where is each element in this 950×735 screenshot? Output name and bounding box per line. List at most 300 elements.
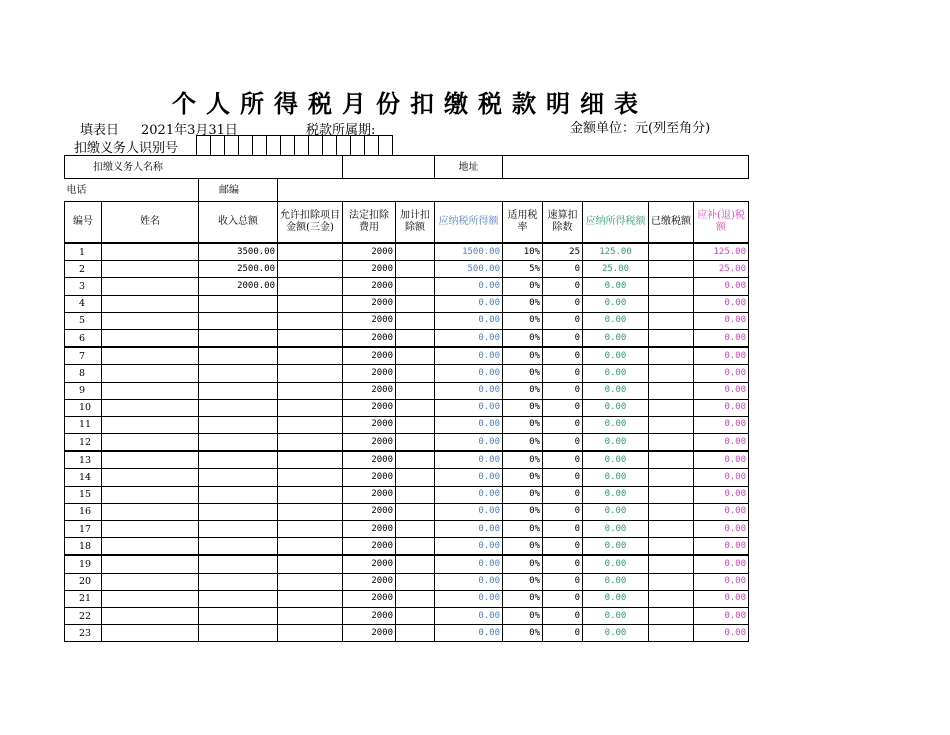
cell-quick[interactable]: 0 bbox=[543, 295, 583, 312]
cell-taxable[interactable]: 0.00 bbox=[435, 503, 503, 520]
cell-quick[interactable]: 0 bbox=[543, 365, 583, 382]
cell-rate[interactable]: 0% bbox=[503, 521, 543, 538]
table-row bbox=[65, 573, 749, 590]
cell-paid[interactable] bbox=[649, 625, 694, 642]
cell-deduct[interactable] bbox=[278, 261, 343, 278]
cell-deduct[interactable] bbox=[278, 243, 343, 261]
cell-rate[interactable]: 0% bbox=[503, 590, 543, 607]
cell-paid[interactable] bbox=[649, 278, 694, 295]
cell-refund[interactable]: 0.00 bbox=[694, 365, 749, 382]
cell-deduct[interactable] bbox=[278, 607, 343, 624]
cell-extra[interactable] bbox=[396, 451, 435, 469]
cell-no[interactable]: 15 bbox=[65, 486, 102, 503]
cell-fee[interactable]: 2000 bbox=[343, 538, 396, 556]
cell-extra[interactable] bbox=[396, 555, 435, 573]
cell-refund[interactable]: 0.00 bbox=[694, 486, 749, 503]
cell-extra[interactable] bbox=[396, 312, 435, 329]
cell-taxable[interactable]: 0.00 bbox=[435, 521, 503, 538]
cell-paid[interactable] bbox=[649, 521, 694, 538]
cell-deduct[interactable] bbox=[278, 434, 343, 452]
cell-rate[interactable]: 0% bbox=[503, 469, 543, 486]
cell-name[interactable] bbox=[102, 573, 199, 590]
cell-income[interactable] bbox=[199, 312, 278, 329]
cell-deduct[interactable] bbox=[278, 486, 343, 503]
cell-paid[interactable] bbox=[649, 347, 694, 365]
cell-name[interactable] bbox=[102, 434, 199, 452]
cell-rate[interactable]: 0% bbox=[503, 434, 543, 452]
cell-extra[interactable] bbox=[396, 278, 435, 295]
cell-rate[interactable]: 0% bbox=[503, 555, 543, 573]
cell-fee[interactable]: 2000 bbox=[343, 312, 396, 329]
cell-due[interactable]: 0.00 bbox=[583, 503, 649, 520]
cell-name[interactable] bbox=[102, 329, 199, 347]
cell-taxable[interactable]: 0.00 bbox=[435, 625, 503, 642]
cell-no[interactable]: 21 bbox=[65, 590, 102, 607]
cell-quick[interactable]: 0 bbox=[543, 555, 583, 573]
cell-refund[interactable]: 0.00 bbox=[694, 625, 749, 642]
cell-income[interactable]: 2000.00 bbox=[199, 278, 278, 295]
cell-name[interactable] bbox=[102, 625, 199, 642]
cell-fee[interactable]: 2000 bbox=[343, 607, 396, 624]
cell-quick[interactable]: 0 bbox=[543, 590, 583, 607]
cell-no[interactable]: 10 bbox=[65, 399, 102, 416]
cell-refund[interactable]: 0.00 bbox=[694, 503, 749, 520]
cell-deduct[interactable] bbox=[278, 329, 343, 347]
cell-taxable[interactable]: 0.00 bbox=[435, 469, 503, 486]
column-header: 加计扣除额 bbox=[396, 202, 435, 244]
cell-income[interactable] bbox=[199, 329, 278, 347]
cell-taxable[interactable]: 500.00 bbox=[435, 261, 503, 278]
cell-quick[interactable]: 0 bbox=[543, 538, 583, 556]
cell-refund[interactable]: 125.00 bbox=[694, 243, 749, 261]
cell-quick[interactable]: 0 bbox=[543, 416, 583, 433]
cell-due[interactable]: 0.00 bbox=[583, 347, 649, 365]
cell-extra[interactable] bbox=[396, 538, 435, 556]
table-row bbox=[65, 312, 749, 329]
cell-due[interactable]: 0.00 bbox=[583, 590, 649, 607]
cell-extra[interactable] bbox=[396, 521, 435, 538]
cell-extra[interactable] bbox=[396, 625, 435, 642]
cell-refund[interactable]: 0.00 bbox=[694, 573, 749, 590]
cell-extra[interactable] bbox=[396, 607, 435, 624]
cell-no[interactable]: 19 bbox=[65, 555, 102, 573]
cell-quick[interactable]: 0 bbox=[543, 521, 583, 538]
cell-taxable[interactable]: 0.00 bbox=[435, 555, 503, 573]
cell-extra[interactable] bbox=[396, 365, 435, 382]
address-value[interactable] bbox=[503, 156, 749, 179]
cell-income[interactable] bbox=[199, 434, 278, 452]
cell-name[interactable] bbox=[102, 503, 199, 520]
cell-no[interactable]: 11 bbox=[65, 416, 102, 433]
cell-name[interactable] bbox=[102, 607, 199, 624]
cell-refund[interactable]: 0.00 bbox=[694, 538, 749, 556]
cell-taxable[interactable]: 0.00 bbox=[435, 295, 503, 312]
cell-refund[interactable]: 0.00 bbox=[694, 607, 749, 624]
cell-income[interactable] bbox=[199, 365, 278, 382]
postcode-value[interactable] bbox=[278, 179, 749, 202]
cell-income[interactable] bbox=[199, 469, 278, 486]
cell-taxable[interactable]: 0.00 bbox=[435, 278, 503, 295]
cell-rate[interactable]: 0% bbox=[503, 573, 543, 590]
cell-taxable[interactable]: 0.00 bbox=[435, 590, 503, 607]
cell-income[interactable] bbox=[199, 416, 278, 433]
cell-name[interactable] bbox=[102, 347, 199, 365]
cell-taxable[interactable]: 0.00 bbox=[435, 607, 503, 624]
column-header: 已缴税额 bbox=[649, 202, 694, 244]
cell-income[interactable] bbox=[199, 573, 278, 590]
withholder-id-boxes[interactable] bbox=[196, 135, 393, 156]
cell-name[interactable] bbox=[102, 538, 199, 556]
cell-income[interactable] bbox=[199, 590, 278, 607]
cell-rate[interactable]: 0% bbox=[503, 625, 543, 642]
cell-rate[interactable]: 0% bbox=[503, 399, 543, 416]
cell-paid[interactable] bbox=[649, 416, 694, 433]
cell-quick[interactable]: 0 bbox=[543, 261, 583, 278]
cell-taxable[interactable]: 0.00 bbox=[435, 451, 503, 469]
cell-name[interactable] bbox=[102, 295, 199, 312]
cell-income[interactable] bbox=[199, 521, 278, 538]
cell-name[interactable] bbox=[102, 382, 199, 399]
cell-rate[interactable]: 0% bbox=[503, 382, 543, 399]
cell-quick[interactable]: 0 bbox=[543, 434, 583, 452]
cell-name[interactable] bbox=[102, 243, 199, 261]
cell-fee[interactable]: 2000 bbox=[343, 555, 396, 573]
column-header: 编号 bbox=[65, 202, 102, 244]
cell-due[interactable]: 25.00 bbox=[583, 261, 649, 278]
cell-due[interactable]: 0.00 bbox=[583, 295, 649, 312]
cell-deduct[interactable] bbox=[278, 469, 343, 486]
cell-fee[interactable]: 2000 bbox=[343, 347, 396, 365]
fill-date-label: 填表日 bbox=[80, 123, 120, 138]
cell-fee[interactable]: 2000 bbox=[343, 486, 396, 503]
cell-income[interactable] bbox=[199, 382, 278, 399]
cell-deduct[interactable] bbox=[278, 555, 343, 573]
cell-no[interactable]: 17 bbox=[65, 521, 102, 538]
cell-taxable[interactable]: 0.00 bbox=[435, 486, 503, 503]
cell-refund[interactable]: 0.00 bbox=[694, 329, 749, 347]
cell-refund[interactable]: 0.00 bbox=[694, 399, 749, 416]
cell-extra[interactable] bbox=[396, 399, 435, 416]
cell-quick[interactable]: 0 bbox=[543, 329, 583, 347]
cell-rate[interactable]: 0% bbox=[503, 295, 543, 312]
cell-refund[interactable]: 0.00 bbox=[694, 451, 749, 469]
cell-rate[interactable]: 0% bbox=[503, 365, 543, 382]
cell-name[interactable] bbox=[102, 521, 199, 538]
cell-income[interactable] bbox=[199, 538, 278, 556]
cell-deduct[interactable] bbox=[278, 399, 343, 416]
cell-extra[interactable] bbox=[396, 573, 435, 590]
cell-no[interactable]: 22 bbox=[65, 607, 102, 624]
table-row bbox=[65, 503, 749, 520]
table-row bbox=[65, 486, 749, 503]
cell-quick[interactable]: 0 bbox=[543, 382, 583, 399]
cell-rate[interactable]: 0% bbox=[503, 538, 543, 556]
cell-taxable[interactable]: 0.00 bbox=[435, 347, 503, 365]
cell-refund[interactable]: 0.00 bbox=[694, 278, 749, 295]
cell-paid[interactable] bbox=[649, 451, 694, 469]
cell-extra[interactable] bbox=[396, 590, 435, 607]
cell-extra[interactable] bbox=[396, 434, 435, 452]
cell-income[interactable]: 3500.00 bbox=[199, 243, 278, 261]
cell-quick[interactable]: 0 bbox=[543, 347, 583, 365]
table-row bbox=[65, 521, 749, 538]
cell-quick[interactable]: 0 bbox=[543, 469, 583, 486]
cell-due[interactable]: 0.00 bbox=[583, 312, 649, 329]
cell-no[interactable]: 5 bbox=[65, 312, 102, 329]
cell-rate[interactable]: 0% bbox=[503, 451, 543, 469]
cell-rate[interactable]: 0% bbox=[503, 416, 543, 433]
cell-paid[interactable] bbox=[649, 312, 694, 329]
cell-fee[interactable]: 2000 bbox=[343, 382, 396, 399]
cell-name[interactable] bbox=[102, 555, 199, 573]
cell-taxable[interactable]: 0.00 bbox=[435, 416, 503, 433]
cell-no[interactable]: 9 bbox=[65, 382, 102, 399]
cell-extra[interactable] bbox=[396, 347, 435, 365]
cell-extra[interactable] bbox=[396, 329, 435, 347]
cell-rate[interactable]: 0% bbox=[503, 329, 543, 347]
cell-quick[interactable]: 0 bbox=[543, 503, 583, 520]
cell-due[interactable]: 0.00 bbox=[583, 399, 649, 416]
cell-paid[interactable] bbox=[649, 365, 694, 382]
cell-deduct[interactable] bbox=[278, 278, 343, 295]
cell-fee[interactable]: 2000 bbox=[343, 434, 396, 452]
cell-taxable[interactable]: 0.00 bbox=[435, 434, 503, 452]
cell-extra[interactable] bbox=[396, 503, 435, 520]
cell-income[interactable] bbox=[199, 347, 278, 365]
cell-extra[interactable] bbox=[396, 295, 435, 312]
cell-no[interactable]: 16 bbox=[65, 503, 102, 520]
cell-income[interactable] bbox=[199, 451, 278, 469]
cell-paid[interactable] bbox=[649, 243, 694, 261]
cell-refund[interactable]: 0.00 bbox=[694, 434, 749, 452]
cell-no[interactable]: 12 bbox=[65, 434, 102, 452]
cell-income[interactable] bbox=[199, 555, 278, 573]
cell-deduct[interactable] bbox=[278, 625, 343, 642]
cell-fee[interactable]: 2000 bbox=[343, 329, 396, 347]
cell-due[interactable]: 0.00 bbox=[583, 278, 649, 295]
cell-extra[interactable] bbox=[396, 486, 435, 503]
cell-no[interactable]: 3 bbox=[65, 278, 102, 295]
table-row bbox=[65, 538, 749, 556]
cell-no[interactable]: 2 bbox=[65, 261, 102, 278]
cell-rate[interactable]: 0% bbox=[503, 503, 543, 520]
cell-due[interactable]: 0.00 bbox=[583, 607, 649, 624]
cell-paid[interactable] bbox=[649, 329, 694, 347]
cell-refund[interactable]: 0.00 bbox=[694, 382, 749, 399]
cell-fee[interactable]: 2000 bbox=[343, 451, 396, 469]
cell-paid[interactable] bbox=[649, 382, 694, 399]
cell-no[interactable]: 4 bbox=[65, 295, 102, 312]
cell-due[interactable]: 0.00 bbox=[583, 555, 649, 573]
cell-due[interactable]: 0.00 bbox=[583, 538, 649, 556]
cell-quick[interactable]: 0 bbox=[543, 312, 583, 329]
cell-refund[interactable]: 0.00 bbox=[694, 347, 749, 365]
cell-quick[interactable]: 0 bbox=[543, 399, 583, 416]
cell-paid[interactable] bbox=[649, 295, 694, 312]
cell-name[interactable] bbox=[102, 261, 199, 278]
cell-quick[interactable]: 0 bbox=[543, 625, 583, 642]
cell-fee[interactable]: 2000 bbox=[343, 521, 396, 538]
cell-extra[interactable] bbox=[396, 469, 435, 486]
cell-rate[interactable]: 5% bbox=[503, 261, 543, 278]
cell-rate[interactable]: 0% bbox=[503, 607, 543, 624]
cell-quick[interactable]: 25 bbox=[543, 243, 583, 261]
cell-due[interactable]: 0.00 bbox=[583, 573, 649, 590]
cell-fee[interactable]: 2000 bbox=[343, 573, 396, 590]
cell-name[interactable] bbox=[102, 365, 199, 382]
cell-quick[interactable]: 0 bbox=[543, 607, 583, 624]
cell-name[interactable] bbox=[102, 469, 199, 486]
cell-name[interactable] bbox=[102, 278, 199, 295]
cell-due[interactable]: 0.00 bbox=[583, 625, 649, 642]
cell-rate[interactable]: 0% bbox=[503, 486, 543, 503]
cell-no[interactable]: 7 bbox=[65, 347, 102, 365]
phone-label: 电话 bbox=[65, 179, 199, 202]
cell-no[interactable]: 8 bbox=[65, 365, 102, 382]
cell-taxable[interactable]: 0.00 bbox=[435, 399, 503, 416]
cell-deduct[interactable] bbox=[278, 382, 343, 399]
cell-paid[interactable] bbox=[649, 590, 694, 607]
cell-due[interactable]: 0.00 bbox=[583, 365, 649, 382]
withholder-name-value[interactable] bbox=[343, 156, 435, 179]
tax-detail-table bbox=[64, 155, 749, 642]
cell-due[interactable]: 0.00 bbox=[583, 521, 649, 538]
cell-refund[interactable]: 0.00 bbox=[694, 312, 749, 329]
cell-taxable[interactable]: 0.00 bbox=[435, 573, 503, 590]
cell-extra[interactable] bbox=[396, 261, 435, 278]
cell-fee[interactable]: 2000 bbox=[343, 469, 396, 486]
cell-name[interactable] bbox=[102, 590, 199, 607]
cell-no[interactable]: 23 bbox=[65, 625, 102, 642]
cell-no[interactable]: 14 bbox=[65, 469, 102, 486]
cell-income[interactable] bbox=[199, 503, 278, 520]
cell-due[interactable]: 125.00 bbox=[583, 243, 649, 261]
cell-refund[interactable]: 0.00 bbox=[694, 295, 749, 312]
cell-paid[interactable] bbox=[649, 607, 694, 624]
cell-extra[interactable] bbox=[396, 243, 435, 261]
cell-fee[interactable]: 2000 bbox=[343, 590, 396, 607]
cell-due[interactable]: 0.00 bbox=[583, 451, 649, 469]
cell-refund[interactable]: 0.00 bbox=[694, 590, 749, 607]
cell-quick[interactable]: 0 bbox=[543, 573, 583, 590]
cell-income[interactable]: 2500.00 bbox=[199, 261, 278, 278]
cell-taxable[interactable]: 0.00 bbox=[435, 365, 503, 382]
cell-deduct[interactable] bbox=[278, 347, 343, 365]
cell-deduct[interactable] bbox=[278, 573, 343, 590]
cell-paid[interactable] bbox=[649, 486, 694, 503]
cell-paid[interactable] bbox=[649, 399, 694, 416]
cell-deduct[interactable] bbox=[278, 538, 343, 556]
cell-income[interactable] bbox=[199, 399, 278, 416]
cell-fee[interactable]: 2000 bbox=[343, 503, 396, 520]
postcode-label: 邮编 bbox=[199, 179, 278, 202]
cell-fee[interactable]: 2000 bbox=[343, 625, 396, 642]
cell-due[interactable]: 0.00 bbox=[583, 329, 649, 347]
cell-fee[interactable]: 2000 bbox=[343, 278, 396, 295]
cell-due[interactable]: 0.00 bbox=[583, 486, 649, 503]
table-row bbox=[65, 365, 749, 382]
cell-paid[interactable] bbox=[649, 434, 694, 452]
cell-deduct[interactable] bbox=[278, 590, 343, 607]
cell-paid[interactable] bbox=[649, 261, 694, 278]
cell-paid[interactable] bbox=[649, 503, 694, 520]
cell-paid[interactable] bbox=[649, 573, 694, 590]
cell-name[interactable] bbox=[102, 451, 199, 469]
cell-deduct[interactable] bbox=[278, 451, 343, 469]
cell-income[interactable] bbox=[199, 607, 278, 624]
cell-rate[interactable]: 0% bbox=[503, 312, 543, 329]
cell-quick[interactable]: 0 bbox=[543, 451, 583, 469]
cell-refund[interactable]: 0.00 bbox=[694, 555, 749, 573]
cell-deduct[interactable] bbox=[278, 365, 343, 382]
cell-paid[interactable] bbox=[649, 538, 694, 556]
cell-no[interactable]: 13 bbox=[65, 451, 102, 469]
cell-fee[interactable]: 2000 bbox=[343, 295, 396, 312]
cell-paid[interactable] bbox=[649, 555, 694, 573]
cell-due[interactable]: 0.00 bbox=[583, 382, 649, 399]
table-row bbox=[65, 329, 749, 347]
cell-deduct[interactable] bbox=[278, 521, 343, 538]
cell-taxable[interactable]: 0.00 bbox=[435, 329, 503, 347]
cell-fee[interactable]: 2000 bbox=[343, 365, 396, 382]
cell-name[interactable] bbox=[102, 312, 199, 329]
cell-quick[interactable]: 0 bbox=[543, 486, 583, 503]
cell-deduct[interactable] bbox=[278, 295, 343, 312]
cell-income[interactable] bbox=[199, 486, 278, 503]
cell-income[interactable] bbox=[199, 625, 278, 642]
cell-name[interactable] bbox=[102, 486, 199, 503]
cell-refund[interactable]: 0.00 bbox=[694, 469, 749, 486]
cell-name[interactable] bbox=[102, 416, 199, 433]
cell-refund[interactable]: 0.00 bbox=[694, 416, 749, 433]
cell-paid[interactable] bbox=[649, 469, 694, 486]
cell-taxable[interactable]: 0.00 bbox=[435, 312, 503, 329]
cell-fee[interactable]: 2000 bbox=[343, 399, 396, 416]
column-header: 允许扣除项目金额(三金) bbox=[278, 202, 343, 244]
cell-no[interactable]: 20 bbox=[65, 573, 102, 590]
table-row bbox=[65, 278, 749, 295]
cell-fee[interactable]: 2000 bbox=[343, 243, 396, 261]
cell-refund[interactable]: 25.00 bbox=[694, 261, 749, 278]
cell-rate[interactable]: 0% bbox=[503, 278, 543, 295]
cell-no[interactable]: 1 bbox=[65, 243, 102, 261]
cell-no[interactable]: 6 bbox=[65, 329, 102, 347]
cell-taxable[interactable]: 0.00 bbox=[435, 538, 503, 556]
cell-rate[interactable]: 0% bbox=[503, 347, 543, 365]
cell-deduct[interactable] bbox=[278, 416, 343, 433]
cell-taxable[interactable]: 0.00 bbox=[435, 382, 503, 399]
cell-rate[interactable]: 10% bbox=[503, 243, 543, 261]
cell-due[interactable]: 0.00 bbox=[583, 416, 649, 433]
cell-fee[interactable]: 2000 bbox=[343, 261, 396, 278]
cell-quick[interactable]: 0 bbox=[543, 278, 583, 295]
cell-due[interactable]: 0.00 bbox=[583, 469, 649, 486]
cell-no[interactable]: 18 bbox=[65, 538, 102, 556]
cell-extra[interactable] bbox=[396, 416, 435, 433]
cell-income[interactable] bbox=[199, 295, 278, 312]
cell-refund[interactable]: 0.00 bbox=[694, 521, 749, 538]
cell-deduct[interactable] bbox=[278, 503, 343, 520]
cell-deduct[interactable] bbox=[278, 312, 343, 329]
cell-due[interactable]: 0.00 bbox=[583, 434, 649, 452]
cell-fee[interactable]: 2000 bbox=[343, 416, 396, 433]
cell-taxable[interactable]: 1500.00 bbox=[435, 243, 503, 261]
table-header bbox=[65, 202, 749, 244]
column-header: 适用税率 bbox=[503, 202, 543, 244]
cell-extra[interactable] bbox=[396, 382, 435, 399]
table-row bbox=[65, 261, 749, 278]
cell-name[interactable] bbox=[102, 399, 199, 416]
